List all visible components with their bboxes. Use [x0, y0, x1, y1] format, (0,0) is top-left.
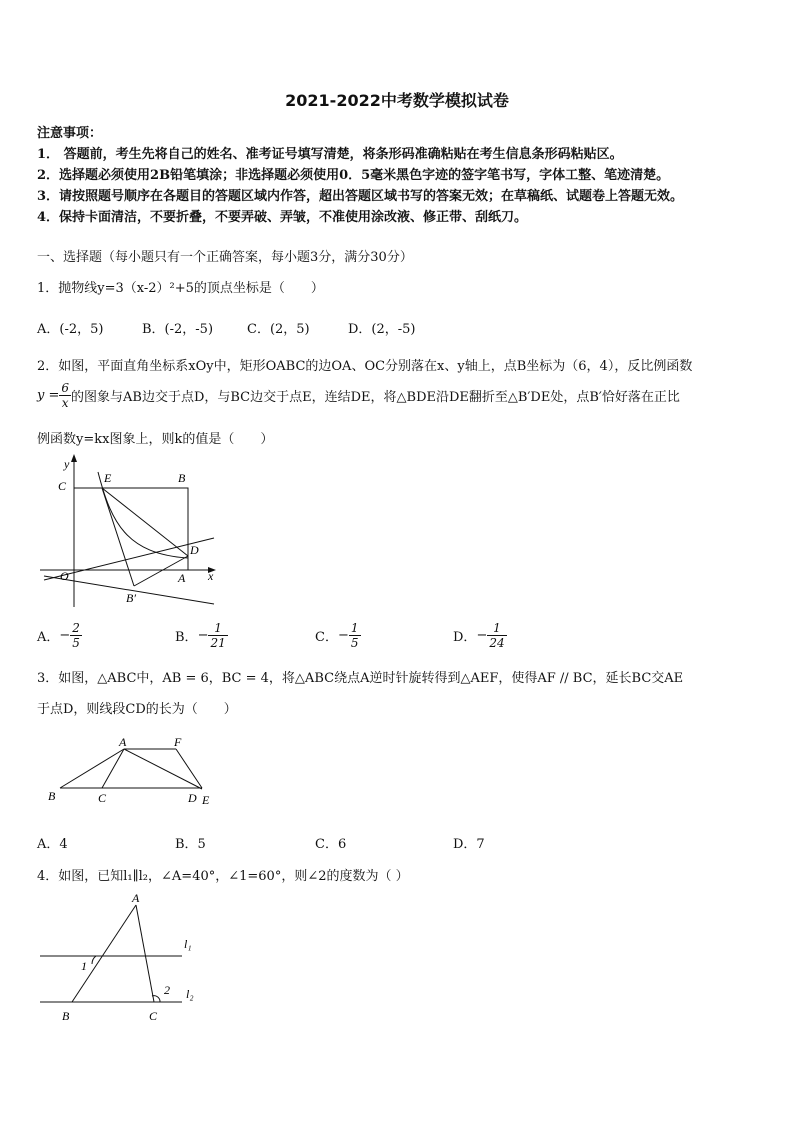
q4-label-l1: l₁ — [184, 937, 192, 951]
q2-label-x: x — [208, 569, 214, 583]
q2-fraction-lhs: y = — [37, 388, 60, 403]
q4-label-angle2: 2 — [164, 983, 170, 997]
q2-fraction-denominator: x — [61, 396, 69, 410]
q4-label-b: B — [62, 1009, 70, 1023]
q3-line-1: 3．如图，△ABC中，AB = 6，BC = 4，将△ABC绕点A逆时针旋转得到△AEF，使得AF // BC，延长BC交AE — [37, 671, 684, 686]
notice-item-2: 2．选择题必须使用2B铅笔填涂；非选择题必须使用0．5毫米黑色字迹的签字笔书写，字体工整、笔迹清楚。 — [37, 168, 670, 183]
q2-option-a-den: 5 — [72, 636, 80, 650]
q2-option-c-fraction — [349, 621, 361, 650]
q2-option-a-num: 2 — [72, 621, 80, 635]
q2-line-3: 例函数y=kx图象上，则k的值是（ ） — [37, 432, 274, 447]
q2-option-d-num: 1 — [487, 621, 506, 636]
q2-option-a — [37, 621, 82, 650]
q2-option-c-den: 5 — [350, 636, 359, 650]
q4-label-c: C — [149, 1009, 158, 1023]
q3-figure — [40, 732, 230, 816]
notice-heading: 注意事项： — [37, 126, 103, 141]
q3-option-a: A．4 — [37, 837, 68, 852]
q2-option-c — [315, 621, 361, 650]
q2-option-c-num: 1 — [350, 621, 359, 635]
q2-label-d: D — [190, 543, 199, 557]
q4-label-angle1: 1 — [81, 959, 87, 973]
q3-option-d: D．7 — [453, 837, 485, 852]
q2-option-d-letter: D． — [453, 630, 477, 645]
q2-option-a-sign: − — [59, 628, 71, 643]
q1-option-c: C．(2，5) — [247, 322, 310, 337]
notice-item-1: 1． 答题前，考生先将自己的姓名、准考证号填写清楚，将条形码准确粘贴在考生信息条形码粘贴区。 — [37, 147, 623, 162]
q2-figure — [36, 452, 226, 616]
q2-option-d-sign: − — [476, 628, 488, 643]
q2-option-d-den: 24 — [489, 636, 505, 650]
q1-option-a: A．(-2，5) — [37, 322, 104, 337]
q2-label-a: A — [178, 571, 186, 585]
q4-label-a: A — [132, 891, 140, 905]
q3-label-b: B — [48, 789, 56, 803]
q1-stem: 1．抛物线y=3（x-2）²+5的顶点坐标是（ ） — [37, 281, 324, 296]
q3-label-f: F — [174, 735, 182, 749]
q2-option-b — [175, 621, 228, 650]
section-heading: 一、选择题（每小题只有一个正确答案，每小题3分，满分30分） — [37, 250, 413, 265]
q2-label-e: E — [104, 471, 112, 485]
q2-fraction — [59, 381, 71, 410]
q2-option-a-letter: A． — [37, 630, 60, 645]
q2-option-c-letter: C． — [315, 630, 338, 645]
q2-label-y: y — [64, 457, 70, 471]
q2-label-o: O — [60, 569, 69, 583]
q2-label-b: B — [178, 471, 186, 485]
q4-stem: 4．如图，已知l₁∥l₂，∠A=40°，∠1=60°，则∠2的度数为（ ） — [37, 869, 409, 884]
q3-line-2: 于点D，则线段CD的长为（ ） — [37, 702, 237, 717]
q2-option-b-den: 21 — [210, 636, 226, 650]
q3-label-c: C — [98, 791, 107, 805]
q2-option-c-sign: − — [337, 628, 349, 643]
q2-label-bprime: B′ — [126, 591, 136, 605]
q2-option-d — [453, 621, 507, 650]
q2-line-1: 2．如图，平面直角坐标系xOy中，矩形OABC的边OA、OC分别落在x、y轴上，点B坐标为（6，4），反比例函数 — [37, 359, 693, 374]
q2-diagram — [36, 452, 226, 612]
q3-option-b: B．5 — [175, 837, 206, 852]
q2-label-c: C — [58, 479, 67, 493]
q3-label-e: E — [202, 793, 210, 807]
q2-option-b-sign: − — [197, 628, 209, 643]
q2-option-b-fraction — [208, 621, 227, 650]
q3-diagram — [40, 732, 230, 812]
q1-option-b: B．(-2，-5) — [142, 322, 214, 337]
page-title: 2021-2022中考数学模拟试卷 — [285, 91, 509, 110]
q4-figure — [36, 890, 216, 1034]
q3-option-c: C．6 — [315, 837, 347, 852]
notice-item-3: 3．请按照题号顺序在各题目的答题区域内作答，超出答题区域书写的答案无效；在草稿纸、试题卷上答题无效。 — [37, 189, 684, 204]
q2-option-a-fraction — [70, 621, 82, 650]
notice-item-4: 4．保持卡面清洁，不要折叠，不要弄破、弄皱，不准使用涂改液、修正带、刮纸刀。 — [37, 210, 528, 225]
q2-fraction-numerator: 6 — [61, 381, 70, 395]
q4-diagram — [36, 890, 216, 1030]
q4-label-l2: l₂ — [186, 987, 194, 1001]
q1-option-d: D．(2，-5) — [348, 322, 416, 337]
q2-line-2: 的图象与AB边交于点D，与BC边交于点E，连结DE，将△BDE沿DE翻折至△B′DE处，点B′恰好落在正比 — [71, 390, 680, 405]
q2-option-b-num: 1 — [208, 621, 227, 636]
q2-option-d-fraction — [487, 621, 506, 650]
q2-option-b-letter: B． — [175, 630, 198, 645]
q3-label-a: A — [119, 735, 127, 749]
q3-label-d: D — [188, 791, 197, 805]
q2-line-2-row — [37, 381, 680, 410]
